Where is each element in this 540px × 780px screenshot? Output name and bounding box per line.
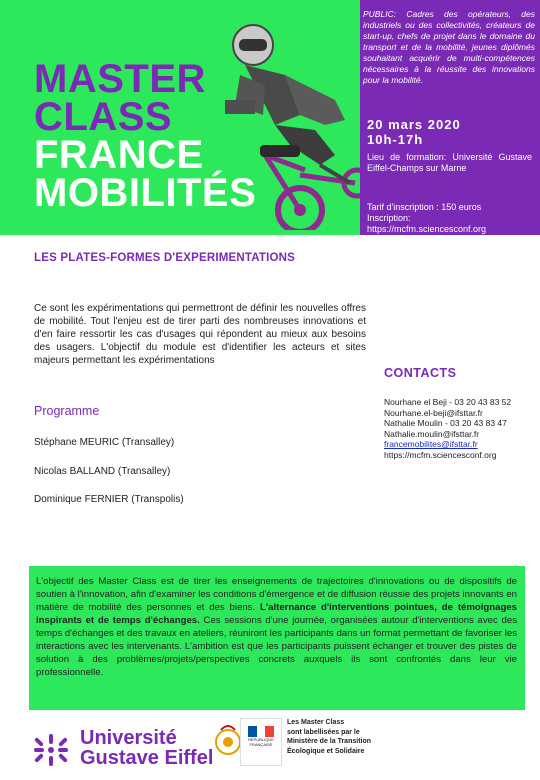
objective-highlight: L'alternance d'interventions pointues, de témoignages inspirants et de temps d'échanges. (36, 602, 517, 626)
scooter-illustration (205, 5, 360, 230)
ministry-line: Ministère de la Transition (287, 738, 372, 745)
university-name-line1: Université (80, 727, 177, 749)
programme-heading: Programme (34, 404, 100, 418)
hero-banner (0, 0, 360, 235)
speaker-item: Dominique FERNIER (Transpolis) (34, 494, 184, 505)
title-line-france: FRANCE (34, 133, 204, 177)
label-stamp-icon (213, 720, 243, 760)
republic-label: RÉPUBLIQUE FRANÇAISE (248, 737, 274, 747)
ministry-label (287, 718, 371, 756)
title-line-mobilites: MOBILITÉS (34, 171, 257, 215)
contacts-heading: CONTACTS (384, 366, 457, 380)
audience-description: PUBLIC: Cadres des opérateurs, des industriels ou des collectivités, créateurs de start-up, chefs de projet dans le domaine du transport et de la mobilité, jeunes diplômés souhaitant acquérir de multi-compétences nécessaires à la réussite des innovations pour la mobilité. (363, 9, 535, 85)
university-name (80, 728, 213, 768)
objective-box (29, 566, 525, 710)
contact-email[interactable]: Nathalie.moulin@ifsttar.fr (384, 428, 480, 439)
ministry-line: Les Master Class (287, 719, 345, 726)
university-logo-icon (30, 732, 72, 768)
event-location: Lieu de formation: Université Gustave Eiffel-Champs sur Marne (367, 152, 532, 173)
registration-link[interactable]: https://mcfm.sciencesconf.org (367, 224, 487, 234)
section-heading: LES PLATES-FORMES D'EXPERIMENTATIONS (34, 252, 296, 264)
contact-website-link[interactable]: https://mcfm.sciencesconf.org (384, 449, 497, 460)
speaker-item: Stéphane MEURIC (Transalley) (34, 437, 175, 448)
title-line-master: MASTER (34, 57, 206, 101)
event-date-time: 10h-17h (367, 132, 424, 147)
contacts-list (384, 397, 511, 460)
contact-phone: Nathalie Moulin - 03 20 43 83 47 (384, 418, 507, 428)
title-line-class: CLASS (34, 95, 173, 139)
registration-info (367, 202, 537, 235)
registration-fee: Tarif d'inscription : 150 euros (367, 202, 482, 212)
objective-text: L'objectif des Master Class est de tirer les enseignements de trajectoires d'innovations ou de dispositifs de soutien à l'innovation, afin d'examiner les conditions d'émergence et de diffusion réussie des projets innovants en matière de mobilité des personnes et des biens. (36, 576, 517, 613)
ministry-line: sont labellisées par le (287, 728, 360, 736)
contact-phone: Nourhane el Beji - 03 20 43 83 52 (384, 397, 512, 407)
speaker-item: Nicolas BALLAND (Transalley) (34, 466, 171, 477)
objective-text-continued: Ces sessions d'une journée, organisées autour d'interventions avec des temps d'échanges et des travaux en ateliers, réuniront les participants dans un format permettant de favoriser les interactions avec les intervenants. L'ambition est que les participants puissent échanger et trouver des pistes de solution à des problèmes/projets/perspectives concrets auxquels ils sont confrontés dans leur vie professionnelle. (36, 615, 518, 678)
university-name-line2: Gustave Eiffel (80, 747, 214, 769)
event-date-day: 20 mars 2020 (367, 117, 461, 132)
event-date (367, 117, 461, 147)
section-intro: Ce sont les expérimentations qui permettront de définir les nouvelles offres de mobilité. Tout l'enjeu est de tirer parti des nombreuses innovations et d'en faire ressortir les cas d'usages qui répondent au mieux aux besoins des usagers. L'objectif du module est d'identifier les acteurs et sites majeurs permettant les expérimentations (34, 303, 366, 366)
event-info-panel (360, 0, 540, 235)
registration-label: Inscription: (367, 213, 411, 223)
marianne-flag-icon (248, 724, 274, 735)
contact-email[interactable]: Nourhane.el-beji@ifsttar.fr (384, 407, 483, 418)
ministry-line: Écologique et Solidaire (287, 747, 365, 755)
contact-email-link[interactable]: francemobilites@ifsttar.fr (384, 439, 478, 449)
